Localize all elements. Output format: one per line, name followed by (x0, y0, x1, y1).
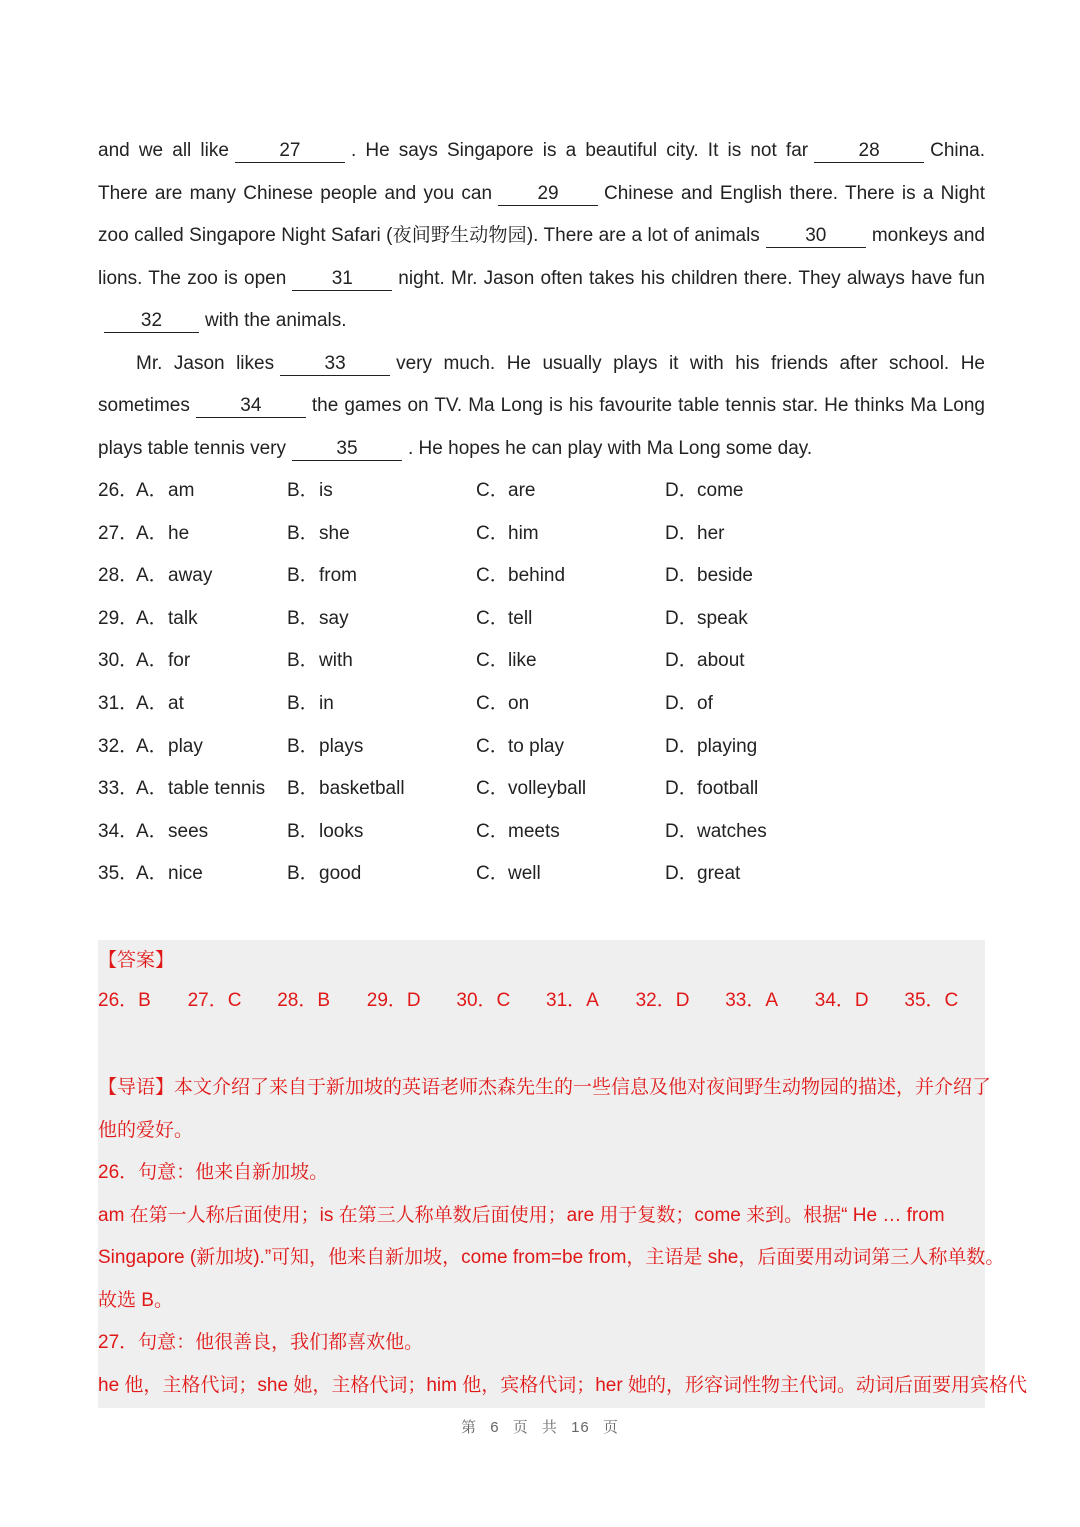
option-c (476, 555, 565, 598)
option-text: volleyball (508, 778, 587, 800)
option-letter: B． (287, 565, 319, 587)
option-text: great (697, 863, 741, 885)
option-letter: B． (287, 480, 319, 501)
option-text: away (168, 565, 213, 587)
option-c (476, 640, 537, 683)
option-b (287, 811, 363, 854)
question-number: 31． (98, 692, 139, 714)
option-letter: C． (476, 863, 509, 885)
option-b (287, 768, 405, 811)
option-letter: B． (287, 735, 319, 757)
option-text: plays (319, 735, 364, 757)
option-letter: A． (136, 692, 168, 714)
option-text: come (697, 480, 744, 501)
option-a (136, 555, 212, 598)
option-d (665, 598, 748, 641)
option-letter: C． (476, 820, 509, 842)
option-letter: C． (476, 565, 509, 587)
option-letter: A． (136, 480, 168, 501)
option-letter: D． (665, 650, 698, 672)
option-a (136, 470, 194, 513)
option-b (287, 555, 357, 598)
option-c (476, 470, 535, 513)
question-options (98, 470, 985, 896)
passage-text: and we all like (98, 140, 229, 161)
option-c (476, 853, 541, 896)
footer-text: 共 (541, 1419, 558, 1436)
option-c (476, 683, 529, 726)
passage-text: night. Mr. Jason often takes his children there. They always have fun (398, 267, 985, 289)
option-text: with (319, 650, 353, 672)
option-letter: C． (476, 650, 509, 672)
option-letter: D． (665, 820, 698, 842)
option-letter: D． (665, 480, 698, 501)
option-text: football (697, 778, 759, 800)
option-letter: A． (136, 650, 168, 672)
option-a (136, 768, 265, 811)
blank-30: 30 (766, 225, 866, 248)
question-number: 26． (98, 480, 139, 501)
option-text: are (508, 480, 536, 501)
question-number: 33． (98, 778, 139, 800)
passage-text: China. There are many Chinese people and you can (98, 140, 986, 204)
blank-32: 32 (104, 310, 199, 333)
option-a (136, 683, 184, 726)
option-text: in (319, 692, 334, 714)
question-number: 32． (98, 735, 139, 757)
option-text: at (168, 692, 184, 714)
question-row (98, 811, 985, 854)
option-letter: C． (476, 735, 509, 757)
question-row (98, 470, 985, 513)
option-letter: D． (665, 735, 698, 757)
option-letter: C． (476, 480, 509, 501)
option-letter: B． (287, 820, 319, 842)
paragraph-1 (98, 130, 985, 343)
option-a (136, 726, 203, 769)
option-letter: C． (476, 778, 509, 800)
question-number: 34． (98, 820, 139, 842)
explanation-line: 26．句意：他来自新加坡。 (98, 1162, 329, 1183)
blank-31: 31 (292, 268, 392, 291)
question-row (98, 683, 985, 726)
explanation-line: he 他，主格代词；she 她，主格代词；him 他，宾格代词；her 她的，形容词性物主代词。动词后面要用宾格代 (98, 1374, 1027, 1396)
blank-33: 33 (280, 353, 390, 376)
option-text: playing (697, 735, 758, 757)
option-text: watches (697, 820, 767, 842)
option-d (665, 640, 745, 683)
option-text: nice (168, 863, 203, 885)
option-text: behind (508, 565, 566, 587)
option-d (665, 555, 753, 598)
answer-key: 33．A (725, 990, 778, 1011)
option-d (665, 470, 743, 513)
passage-text: monkeys and lions. The zoo is open (98, 225, 985, 289)
explanation-line: 他的爱好。 (98, 1119, 194, 1141)
option-a (136, 853, 203, 896)
option-letter: A． (136, 735, 168, 757)
question-row (98, 555, 985, 598)
option-b (287, 726, 363, 769)
passage-text: . He says Singapore is a beautiful city. It is not far (350, 140, 809, 161)
answer-key: 34．D (814, 990, 869, 1011)
option-d (665, 726, 757, 769)
option-letter: D． (665, 778, 698, 800)
option-letter: C． (476, 692, 509, 714)
option-text: is (319, 480, 333, 501)
option-text: him (508, 522, 539, 544)
option-letter: B． (287, 692, 319, 714)
option-d (665, 513, 724, 556)
answer-key: 32．D (635, 990, 690, 1011)
option-letter: D． (665, 692, 698, 714)
option-letter: A． (136, 863, 168, 885)
option-text: say (319, 607, 349, 629)
option-a (136, 513, 189, 556)
option-c (476, 726, 564, 769)
option-text: tell (508, 607, 533, 629)
explanation-line: 27．句意：他很善良，我们都喜欢他。 (98, 1332, 424, 1353)
option-text: sees (168, 820, 209, 842)
footer-text: 页 (512, 1419, 529, 1436)
footer-text: 第 (461, 1419, 478, 1436)
explanation-line: Singapore (新加坡).”可知，他来自新加坡，come from=be from，主语是 she，后面要用动词第三人称单数。 (98, 1247, 1005, 1268)
option-letter: A． (136, 522, 168, 544)
option-text: am (168, 480, 195, 501)
option-c (476, 811, 560, 854)
question-number: 28． (98, 565, 139, 587)
answer-key: 29．D (366, 990, 421, 1011)
option-text: her (697, 522, 725, 544)
option-text: on (508, 692, 530, 714)
option-a (136, 640, 190, 683)
option-text: he (168, 522, 190, 544)
passage-text: with the animals. (205, 310, 347, 331)
option-text: about (697, 650, 745, 672)
option-d (665, 683, 713, 726)
answer-key: 27．C (187, 990, 242, 1011)
question-row (98, 640, 985, 683)
answer-title: 【答案】 (98, 950, 175, 971)
passage-text: . He hopes he can play with Ma Long some day. (408, 437, 813, 459)
option-letter: B． (287, 778, 319, 800)
option-b (287, 598, 349, 641)
option-letter: A． (136, 778, 168, 800)
question-row (98, 726, 985, 769)
option-letter: C． (476, 607, 509, 629)
question-row (98, 853, 985, 896)
explanation (98, 1067, 1027, 1407)
answer-key: 35．C (904, 990, 959, 1011)
option-letter: A． (136, 565, 168, 587)
blank-34: 34 (196, 395, 306, 418)
paragraph-2 (98, 343, 985, 471)
explanation-line: 故选 B。 (98, 1289, 173, 1311)
option-b (287, 683, 334, 726)
option-text: looks (319, 820, 364, 842)
question-number: 35． (98, 863, 139, 885)
footer-text: 页 (602, 1419, 619, 1436)
question-number: 27． (98, 522, 139, 544)
question-row (98, 598, 985, 641)
option-letter: D． (665, 565, 698, 587)
option-letter: B． (287, 650, 319, 672)
option-letter: B． (287, 522, 319, 544)
option-b (287, 513, 350, 556)
page-total: 16 (571, 1419, 590, 1436)
option-text: for (168, 650, 191, 672)
option-text: from (319, 565, 357, 587)
option-d (665, 853, 740, 896)
explanation-line: 【导语】本文介绍了来自于新加坡的英语老师杰森先生的一些信息及他对夜间野生动物园的描述，并介绍了 (98, 1077, 992, 1098)
option-text: beside (697, 565, 753, 587)
option-a (136, 811, 208, 854)
option-b (287, 470, 333, 513)
option-text: good (319, 863, 362, 885)
option-text: speak (697, 607, 748, 629)
question-row (98, 513, 985, 556)
option-text: basketball (319, 778, 405, 800)
blank-28: 28 (814, 140, 924, 163)
answer-key: 30．C (456, 990, 511, 1011)
passage-text: the games on TV. Ma Long is his favourite table tennis star. He thinks Ma Long plays table tennis very (98, 395, 985, 459)
answer-section (98, 940, 1027, 1408)
option-text: of (697, 692, 713, 714)
option-text: like (508, 650, 537, 672)
blank-29: 29 (498, 183, 598, 206)
question-number: 29． (98, 607, 139, 629)
option-text: well (508, 863, 541, 885)
blank-27: 27 (235, 140, 345, 163)
option-d (665, 811, 767, 854)
page-footer (0, 1416, 1080, 1437)
explanation-line: am 在第一人称后面使用；is 在第三人称单数后面使用；are 用于复数；come 来到。根据“ He … from (98, 1204, 945, 1226)
passage-text: Mr. Jason likes (136, 352, 275, 374)
answer-key: 28．B (277, 990, 330, 1011)
option-text: table tennis (168, 778, 266, 800)
option-letter: B． (287, 863, 319, 885)
option-a (136, 598, 198, 641)
option-letter: D． (665, 522, 698, 544)
option-letter: D． (665, 863, 698, 885)
option-c (476, 513, 539, 556)
answer-key: 26．B (98, 990, 151, 1011)
option-text: play (168, 735, 203, 757)
option-letter: A． (136, 820, 168, 842)
option-c (476, 598, 532, 641)
option-letter: C． (476, 522, 509, 544)
passage (98, 130, 985, 470)
option-text: to play (508, 735, 564, 757)
option-text: meets (508, 820, 560, 842)
question-number: 30． (98, 650, 139, 672)
answer-keys (98, 980, 985, 1022)
page-number: 6 (490, 1419, 500, 1436)
blank-35: 35 (292, 438, 402, 461)
option-letter: D． (665, 607, 698, 629)
option-b (287, 640, 353, 683)
answer-key: 31．A (546, 990, 599, 1011)
option-c (476, 768, 586, 811)
passage-text: Chinese and English there. There is a Night zoo called Singapore Night Safari (夜间野生动物园). There are a lot of animals (98, 182, 985, 246)
option-b (287, 853, 361, 896)
option-letter: A． (136, 607, 168, 629)
option-text: she (319, 522, 350, 544)
option-text: talk (168, 607, 198, 629)
passage-text: very much. He usually plays it with his friends after school. He sometimes (98, 352, 985, 416)
question-row (98, 768, 985, 811)
option-letter: B． (287, 607, 319, 629)
option-d (665, 768, 758, 811)
